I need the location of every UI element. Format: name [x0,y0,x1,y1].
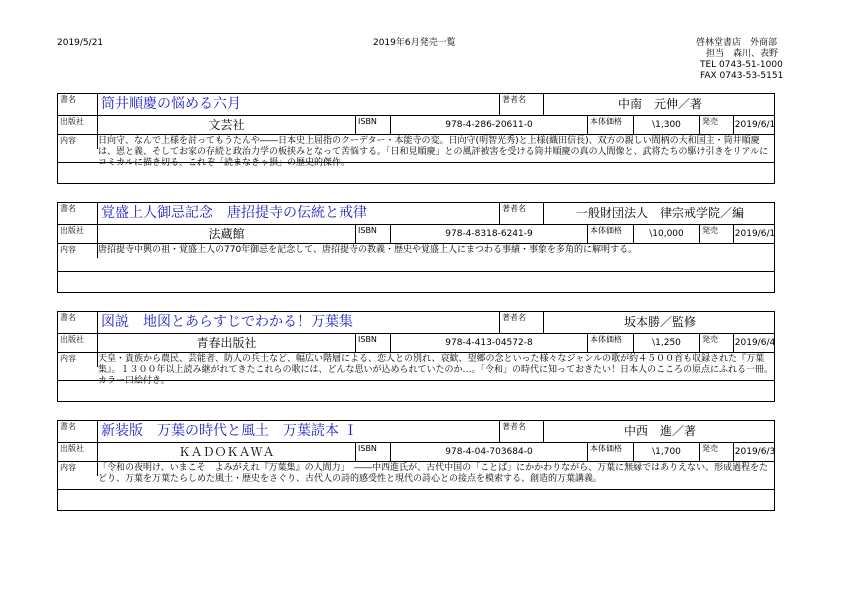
title-row [58,203,774,225]
content-label: 内容 [58,244,98,258]
title-row [58,94,774,116]
book-publisher: 青春出版社 [98,334,356,352]
book-isbn: 978-4-413-04572-8 [391,334,588,352]
book-description: 日向守、なんで上様を討ってもうたんや――日本史上屈指のクーデター・本能寺の変。日向守(明智光秀)と上様(織田信長)、双方の親しい間柄の大和国主・筒井順慶は、恩と義、そしてお家の存続と政治力学の板挟みとなって苦悩する。「日和見順慶」との風評被害を受ける筒井順慶の真の人間像と、武将たちの駆け引きをリアルにコミカルに描き切る、これぞ「読まなきゃ損」の歴史的傑作。 [98,136,769,168]
content-label: 内容 [58,462,98,476]
fax-number: FAX 0743-53-5151 [700,71,784,81]
book-entry [57,311,775,402]
author-label: 著者名 [500,421,544,442]
title-label: 書名 [58,203,98,224]
book-publisher: ＫＡＤＯＫＡＷＡ [98,443,356,461]
book-entry [57,420,775,511]
book-isbn: 978-4-8318-6241-9 [391,225,588,243]
title-row [58,312,774,334]
book-release-date: 2019/6/3 [734,447,776,457]
content-row [58,353,774,401]
book-title: 覚盛上人御忌記念 唐招提寺の伝統と戒律 [98,203,500,224]
title-label: 書名 [58,94,98,115]
release-label: 発売 [700,443,734,461]
book-price: \1,300 [634,116,700,134]
publisher-label: 出版社 [58,334,98,352]
book-title: 図説 地図とあらすじでわかる！万葉集 [98,312,500,333]
isbn-label: ISBN [356,334,391,352]
price-label: 本体価格 [588,116,634,134]
release-label: 発売 [700,334,734,352]
book-price: \10,000 [634,225,700,243]
book-entry [57,93,775,184]
detail-row [58,334,774,353]
title-label: 書名 [58,312,98,333]
page-title: 2019年6月発売一覧 [373,38,456,48]
content-label: 内容 [58,135,98,149]
detail-row [58,443,774,462]
book-author: 中南 元伸／著 [617,97,702,111]
book-description: 「令和の夜明け、いまこそ よみがえれ『万葉集』の人間力」 ――中西進氏が、古代中国の「ことば」にかかわりながら、万葉に無縁ではありえない。形成過程をたどり、万葉を万葉たらしめた風土・歴史をさぐり、古代人の詩的感受性と現代の詩心との接点を模索する、創造的万葉講義。 [98,463,769,484]
book-price: \1,700 [634,443,700,461]
isbn-label: ISBN [356,116,391,134]
book-author: 坂本勝／監修 [623,315,696,329]
divider [58,162,774,163]
release-label: 発売 [700,225,734,243]
price-label: 本体価格 [588,334,634,352]
store-name: 啓林堂書店 外商部 [696,38,778,48]
book-entry [57,202,775,293]
detail-row [58,116,774,135]
book-publisher: 法蔵館 [98,225,356,243]
list-date: 2019/5/21 [57,38,104,48]
title-label: 書名 [58,421,98,442]
book-release-date: 2019/6/4 [734,338,776,348]
staff-names: 担当 森川、表野 [706,49,779,59]
book-description: 唐招提寺中興の祖・覚盛上人の770年御忌を記念して、唐招提寺の教義・歴史や覚盛上人にまつわる事績・事象を多角的に解明する。 [98,245,638,255]
book-isbn: 978-4-286-20611-0 [391,116,588,134]
publisher-label: 出版社 [58,225,98,243]
detail-row [58,225,774,244]
isbn-label: ISBN [356,225,391,243]
book-price: \1,250 [634,334,700,352]
content-label: 内容 [58,353,98,367]
tel-number: TEL 0743-51-1000 [700,60,783,70]
publisher-contact [696,38,816,82]
content-row [58,135,774,183]
book-release-date: 2019/6/1 [734,120,776,130]
book-description: 天皇・貴族から農民、芸能者、防人の兵士など、幅広い階層による、恋人との別れ、哀歓、望郷の念といった様々なジャンルの歌が約４５００首も収録された『万葉集』。１３００年以上読み継がれてきたこれらの歌には、どんな思いが込められていたのか…。「令和」の時代に知っておきたい！日本人のこころの原点にふれる一冊。カラー口絵付き。 [98,354,774,386]
author-label: 著者名 [500,94,544,115]
book-author: 中西 進／著 [623,424,696,438]
content-row [58,244,774,292]
book-title: 新装版 万葉の時代と風土 万葉読本 Ｉ [98,421,500,442]
divider [58,271,774,272]
book-isbn: 978-4-04-703684-0 [391,443,588,461]
book-author: 一般財団法人 律宗戒学院／編 [575,206,744,220]
book-publisher: 文芸社 [98,116,356,134]
book-release-date: 2019/6/1 [734,229,776,239]
author-label: 著者名 [500,203,544,224]
release-label: 発売 [700,116,734,134]
price-label: 本体価格 [588,443,634,461]
isbn-label: ISBN [356,443,391,461]
divider [58,489,774,490]
book-title: 筒井順慶の悩める六月 [98,94,500,115]
publisher-label: 出版社 [58,116,98,134]
title-row [58,421,774,443]
author-label: 著者名 [500,312,544,333]
content-row [58,462,774,510]
divider [58,380,774,381]
price-label: 本体価格 [588,225,634,243]
publisher-label: 出版社 [58,443,98,461]
